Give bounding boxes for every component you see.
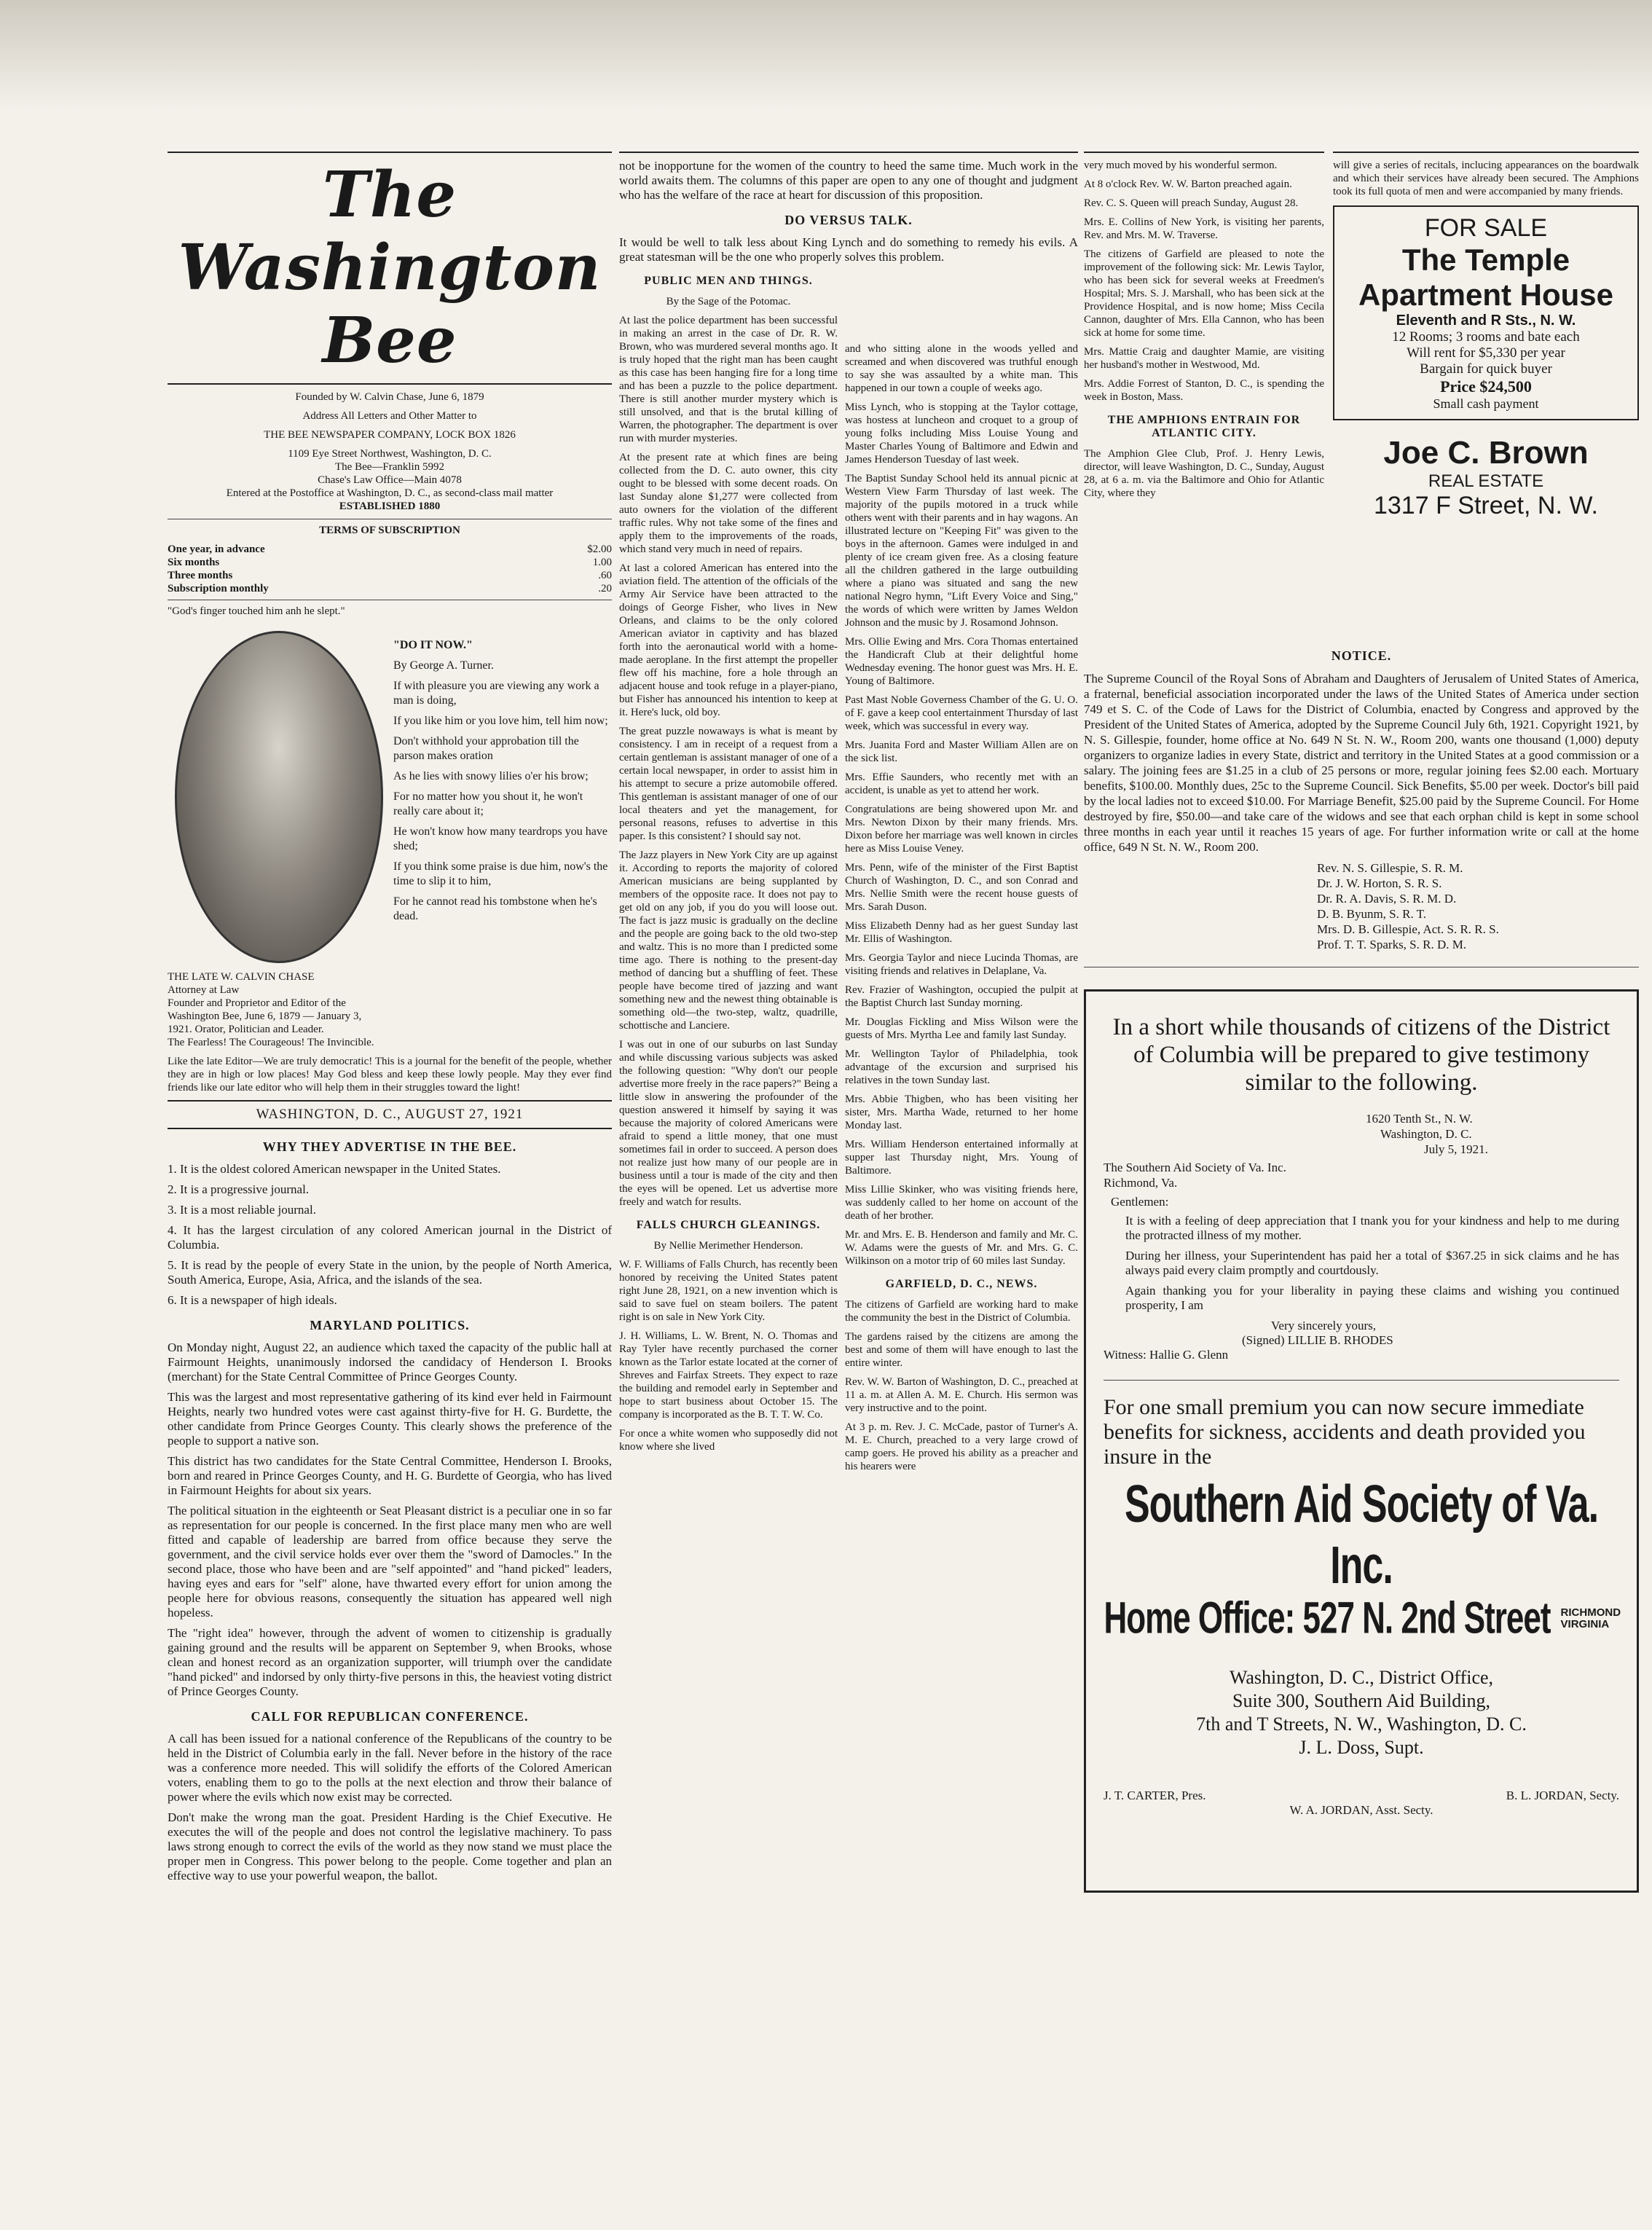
poem-line: He won't know how many teardrops you have shed; <box>393 825 607 852</box>
public-paragraph: At last the police department has been successful in making an arrest in the case of Dr. R. W. Brown, who was murdered several months ago. It is truly hoped that the right man has been caught as this case has been hanging fire for a long time and has been a puzzle to the police department. There is still another murder mystery which is still unsolved, and that is the brutal killing of Warren, the photographer. The department is over run with murder mysteries. <box>619 315 838 444</box>
sale-cash: Small cash payment <box>1433 396 1539 411</box>
entered-line: Entered at the Postoffice at Washington, D. C., as second-class mail matter <box>226 487 554 499</box>
versus-paragraph: It would be well to talk less about King Lynch and do something to remedy his evils. A great statesman will be the one who properly solves this problem. <box>619 235 1078 264</box>
home-office: Home Office: 527 N. 2nd Street <box>1104 1593 1551 1644</box>
garfield-continued: Mrs. E. Collins of New York, is visiting her parents, Rev. and Mrs. M. W. Traverse. <box>1084 216 1324 241</box>
society-paragraph: The Baptist Sunday School held its annual picnic at Western View Farm Thursday of last week. The majority of the pupils motored in a truck while others went with their parents and in hay wagons. An illustrated lecture on "Keeping Fit" was given to the boys in the afternoon. Games were indulged in and plenty of ice cream given free. As a closing feature all the children gathered in the large outbuilding where a piano was situated and sang the new national Negro hymn, "Lift Every Voice and Sing," the words of which were written by James Weldon Johnson and the music by J. Rosamond Johnson. <box>845 473 1078 629</box>
why-item: 3. It is a most reliable journal. <box>168 1203 316 1217</box>
public-paragraph: The Jazz players in New York City are up against it. According to reports the majority of colored American musicians are being supplanted by members of the opposite race. It does not pay to get old on any job, if you do you will loose out. The fact is jazz music is gradually on the decline and the people are going back to the old two-step and waltz. This is no more than I predicted some time ago. There is nothing to the present-day method of dancing but a shuffling of feet. These people have become tired of jazzing and want something new and the newest thing obtainable is something old—the two-step, waltz, quadrille, schottische and Lanciere. <box>619 849 838 1032</box>
falls-byline: By Nellie Merimether Henderson. <box>653 1240 803 1252</box>
falls-paragraph: For once a white women who supposedly did not know where she lived <box>619 1428 838 1453</box>
insurance-ad <box>1084 989 1639 1893</box>
salutation: Gentlemen: <box>1111 1195 1169 1209</box>
call-paragraph: Don't make the wrong man the goat. President Harding is the Chief Executive. He executes the will of the people and does not control the legislative machinery. To pass laws strong enough to correct the evils of the world as they now stand we must place the proper men in Congress. This power belong to the people. Come together and plan an effective way to use your powerful weapon, the ballot. <box>168 1810 612 1882</box>
poem-title: "DO IT NOW." <box>393 639 473 651</box>
sale-rent: Will rent for $5,330 per year <box>1407 345 1565 361</box>
masthead-title: The Washington Bee <box>178 158 602 377</box>
closing: Very sincerely yours, <box>1271 1319 1376 1332</box>
society-paragraph: Congratulations are being showered upon Mr. and Mrs. Newton Dixon by their many friends. Mrs. Dixon before her marriage was well known in circles here as Miss Louise Veney. <box>845 804 1078 855</box>
column-1 <box>168 146 612 1889</box>
company-line: THE BEE NEWSPAPER COMPANY, LOCK BOX 1826 <box>264 429 516 441</box>
district-office: Washington, D. C., District Office, Suite 300, Southern Aid Building, 7th and T Streets, N. W., Washington, D. C. J. L. Doss, Supt. <box>1196 1667 1527 1758</box>
portrait-photo <box>175 631 383 963</box>
poem-line: As he lies with snowy lilies o'er his brow; <box>393 770 589 782</box>
maryland-paragraph: On Monday night, August 22, an audience which taxed the capacity of the public hall at Fairmount Heights, unanimously indorsed the candidacy of Henderson I. Brooks (merchant) for the State Central Committee of Prince Georges County. <box>168 1340 612 1383</box>
public-paragraph: I was out in one of our suburbs on last Sunday and while discussing various subjects was asked the following question: "Why don't our people advertise more freely in the race papers?" Being a little slow in answering the profounder of the question answered it himself by saying it was because the majority of colored Americans were afraid to spend a little money, that one must sometimes fail in order to succeed. A person does not realize just how many of our people are in business until a tour is made of the city and then the eyes will be opened. Let us advertise more freely and watch for results. <box>619 1039 838 1208</box>
agent-role: REAL ESTATE <box>1428 471 1544 491</box>
society-paragraph: and who sitting alone in the woods yelled and screamed and when discovered was truthful enough to say she was assaulted by a white man. This happened in our town a couple of weeks ago. <box>845 343 1078 394</box>
garfield-paragraph: The citizens of Garfield are working hard to make the community the best in the District of Columbia. <box>845 1299 1078 1324</box>
public-byline: By the Sage of the Potomac. <box>666 296 791 307</box>
sale-title: FOR SALE <box>1424 214 1548 242</box>
sale-location: Eleventh and R Sts., N. W. <box>1396 313 1576 329</box>
society-paragraph: Miss Elizabeth Denny had as her guest Sunday last Mr. Ellis of Washington. <box>845 920 1078 945</box>
maryland-paragraph: This district has two candidates for the State Central Committee, Henderson I. Brooks, born and reared in Prince Georges County, and H. G. Burdette of Georgia, who has lived in Fairmount Heights for about six years. <box>168 1454 612 1497</box>
sale-bargain: Bargain for quick buyer <box>1420 361 1552 377</box>
ad-headline: In a short while thousands of citizens of the District of Columbia will be prepared to give testimony similar to the following. <box>1112 1014 1610 1096</box>
home-office-city: RICHMOND VIRGINIA <box>1560 1606 1621 1630</box>
society-paragraph: Mrs. Abbie Thigben, who has been visiting her sister, Mrs. Martha Wade, returned to her home Monday last. <box>845 1094 1078 1131</box>
poem-line: For he cannot read his tombstone when he's dead. <box>393 895 597 922</box>
terms-row: One year, in advance $2.00 <box>168 543 612 555</box>
society-paragraph: Mrs. Ollie Ewing and Mrs. Cora Thomas entertained the Handicraft Club at their delightful home Wednesday evening. The honor guest was Mrs. H. E. Young of Baltimore. <box>845 636 1078 687</box>
society-paragraph: Mrs. Juanita Ford and Master William Allen are on the sick list. <box>845 739 1078 764</box>
column-4-top <box>1333 146 1639 520</box>
society-paragraph: Mr. Douglas Fickling and Miss Wilson were the guests of Mrs. Myrtha Lee and family last Sunday. <box>845 1016 1078 1041</box>
sale-name: The Temple Apartment House <box>1358 243 1614 312</box>
society-paragraph: Mr. Wellington Taylor of Philadelphia, took advantage of the excursion and surprised his relatives in the town Sunday last. <box>845 1048 1078 1086</box>
call-paragraph: A call has been issued for a national conference of the Republicans of the country to be held in the District of Columbia early in the fall. Never before in the history of the race was a conference more needed. This will solidify the efforts of the Colored American voters, enabling them to go to the polls at the next election and throw their balance of power where the evils which now exist may be corrected. <box>168 1732 612 1804</box>
public-column <box>619 275 838 1453</box>
poem-line: For no matter how you shout it, he won't really care about it; <box>393 790 583 817</box>
versus-title: DO VERSUS TALK. <box>784 213 913 227</box>
society-paragraph: Mr. and Mrs. E. B. Henderson and family and Mr. C. W. Adams were the guests of Mr. and Mrs. G. C. Wilkinson on a motor trip of 60 miles last Sunday. <box>845 1229 1078 1267</box>
founded-line: Founded by W. Calvin Chase, June 6, 1879 <box>295 391 484 403</box>
letter-paragraph: It is with a feeling of deep appreciation that I tnank you for your kindness and help to me during the protracted illness of my mother. <box>1125 1214 1619 1242</box>
poem-line: If you like him or you love him, tell him now; <box>393 715 608 727</box>
maryland-paragraph: The "right idea" however, through the advent of women to citizenship is gradually gaining ground and the results will be apparent on September 9, when Brooks, whose clean and honest record as an organization supporter, will triumph over the candidate "hand picked" and indorsed by only thirty-five persons in this, the heaviest voting district of Prince Georges County. <box>168 1626 612 1698</box>
garfield-continued: At 8 o'clock Rev. W. W. Barton preached again. <box>1084 178 1292 190</box>
officers-row: J. T. CARTER, Pres. B. L. JORDAN, Secty. <box>1104 1789 1619 1802</box>
public-paragraph: At the present rate at which fines are being collected from the D. C. auto owner, this city ought to be blessed with some decent roads. On last Sunday alone $1,277 were collected from auto owners for the violation of the different traffic rules. Why not take some of the fines and apply them to the improvements of the roads, which stand very much in need of repairs. <box>619 452 838 555</box>
poem-line: Don't withhold your approbation till the parson makes oration <box>393 735 579 762</box>
society-paragraph: Miss Lynch, who is stopping at the Taylor cottage, was hostess at luncheon and croquet to a group of young folks including Miss Louise Young and Master Charles Young of Baltimore and Edwin and James Henderson Tuesday of last week. <box>845 401 1078 466</box>
garfield-continued: The citizens of Garfield are pleased to note the improvement of the following sick: Mr. Lewis Taylor, who has been sick for several weeks at Freedmen's Hospital; Mrs. S. J. Marshall, who has been sick at the Providence Hospital, and is now home; Miss Cecila Cannon, daughter of Mrs. Ella Cannon, who has been sick at home for some time. <box>1084 248 1324 339</box>
amphions-continued: will give a series of recitals, inclucing appearances on the boardwalk and which their services have already been secured. The Amphions took its full quota of men and were accompanied by many friends. <box>1333 160 1639 197</box>
quote-line: "God's finger touched him anh he slept." <box>168 605 345 617</box>
terms-row: Subscription monthly .20 <box>168 583 612 594</box>
public-paragraph: The great puzzle nowaways is what is meant by consistency. I am in receipt of a request from a certain gentleman is assistant manager of one of a certain local newspaper, in order to assist him in his attempt to secure a prize automobile offered. This gentleman is assistant manager of one of our local theaters and yet the management, for personal reasons, refuses to advertise in this paper. Is this consistent? I should say not. <box>619 726 838 842</box>
garfield-paragraph: The gardens raised by the citizens are among the best and some of them will have enough to last the entire winter. <box>845 1331 1078 1369</box>
column-2b <box>845 342 1078 1479</box>
intro-paragraph: not be inopportune for the women of the country to heed the same time. Much work in the world awaits them. The columns of this paper are open to any one of thought and judgment who has the welfare of the race at heart for discussion of this proposition. <box>619 159 1078 202</box>
maryland-title: MARYLAND POLITICS. <box>310 1318 470 1332</box>
amphions-title: THE AMPHIONS ENTRAIN FOR ATLANTIC CITY. <box>1107 414 1301 439</box>
why-item: 4. It has the largest circulation of any colored American journal in the District of Columbia. <box>168 1223 612 1252</box>
sale-rooms: 12 Rooms; 3 rooms and bate each <box>1392 329 1580 345</box>
agent-address: 1317 F Street, N. W. <box>1373 492 1598 519</box>
dateline: WASHINGTON, D. C., AUGUST 27, 1921 <box>256 1107 524 1122</box>
why-item: 5. It is read by the people of every State in the union, by the people of North America, South America, Europe, Asia, Africa, and the islands of the sea. <box>168 1258 612 1287</box>
society-paragraph: Mrs. Penn, wife of the minister of the First Baptist Church of Washington, D. C., and son Conrad and Mrs. Nellie Smith were the recent house guests of Mrs. Sarah Duson. <box>845 862 1078 913</box>
notice-body: The Supreme Council of the Royal Sons of Abraham and Daughters of Jerusalem of United States of America, a fraternal, beneficial association incorporated under the laws of the United States of America under section 749 et S. C. of the Code of Laws for the District of Columbia, enacted by Congress and approved by the President of the United States of America, adopted by the Supreme Council July 6th, 1921. Copyright 1921, by N. S. Gillespie, founder, home office at No. 649 N St. N. W., Room 200, wants one thousand (1,000) deputy organizers to organize ladies in every State, district and territory in the United States at a good commission or a salary. The joining fees are $1.25 in a club of 25 persons or more, regular joining fees $2.00 each. Mortuary benefits, $100.00. Monthly dues, 25c to the Supreme Council. Sick Benefits, $5.00 per week. Doctor's bill paid by the local ladies not to exceed $10.00. For Marriage Benefit, $25.00 paid by the Supreme Council. For Home destroyed by fire, $50.00—and take care of the widows and see that each orphan child is kept in some school three months in each year until it reaches 15 years of age. For further information write or call at the home office, 649 N St. N. W., Room 200. <box>1084 672 1639 854</box>
letter-address: 1620 Tenth St., N. W. Washington, D. C. July 5, 1921. <box>1366 1112 1488 1156</box>
society-paragraph: Mrs. Georgia Taylor and niece Lucinda Thomas, are visiting friends and relatives in Delaplane, Va. <box>845 952 1078 977</box>
terms-row: Six months 1.00 <box>168 557 612 568</box>
why-item: 1. It is the oldest colored American newspaper in the United States. <box>168 1162 501 1176</box>
garfield-continued: Mrs. Mattie Craig and daughter Mamie, are visiting her husband's mother in Westwood, Md. <box>1084 346 1324 371</box>
asst-secty: W. A. JORDAN, Asst. Secty. <box>1289 1803 1433 1817</box>
garfield-continued: Rev. C. S. Queen will preach Sunday, August 28. <box>1084 197 1299 209</box>
portrait-caption: THE LATE W. CALVIN CHASE Attorney at Law Founder and Proprietor and Editor of the Washington Bee, June 6, 1879 — January 3, 1921. Orator, Politician and Leader. The Fearless! The Courageous! The Invincible. Like the late Editor—We are truly democratic! This is a journal for the benefit of the people, whether they are in high or low places! May God bless and keep these lowly people. May they ever find friends like our late editor who will help them in their struggles toward the light! <box>168 971 612 1094</box>
home-office-row <box>1104 1593 1621 1644</box>
society-name: Southern Aid Society of Va. Inc. <box>1124 1475 1599 1595</box>
call-title: CALL FOR REPUBLICAN CONFERENCE. <box>251 1709 529 1724</box>
falls-title: FALLS CHURCH GLEANINGS. <box>636 1219 821 1231</box>
agent-name: Joe C. Brown <box>1383 435 1589 471</box>
terms-list <box>168 543 612 595</box>
poem-line: If with pleasure you are viewing any work a man is doing, <box>393 680 599 707</box>
notice-title: NOTICE. <box>1331 648 1392 663</box>
phone-line: The Bee—Franklin 5992 <box>335 461 444 473</box>
society-paragraph: Rev. Frazier of Washington, occupied the pulpit at the Baptist Church last Sunday morning. <box>845 984 1078 1009</box>
garfield-title: GARFIELD, D. C., NEWS. <box>885 1278 1038 1290</box>
public-title: PUBLIC MEN AND THINGS. <box>644 275 813 287</box>
letter-paragraph: Again thanking you for your liberality in paying these claims and wishing you continued prosperity, I am <box>1125 1284 1619 1312</box>
garfield-continued: Mrs. Addie Forrest of Stanton, D. C., is spending the week in Boston, Mass. <box>1084 378 1324 403</box>
terms-row: Three months .60 <box>168 570 612 581</box>
notice-and-ad <box>1084 648 1639 1893</box>
amphions-paragraph: The Amphion Glee Club, Prof. J. Henry Lewis, director, will leave Washington, D. C., Sunday, August 28, at 6 a. m. via the Baltimore and Ohio for Atlantic City, where they <box>1084 448 1324 499</box>
witness: Witness: Hallie G. Glenn <box>1104 1348 1229 1362</box>
established-line: ESTABLISHED 1880 <box>339 500 441 512</box>
why-item: 6. It is a newspaper of high ideals. <box>168 1293 337 1307</box>
signature: (Signed) LILLIE B. RHODES <box>1242 1333 1393 1347</box>
public-paragraph: At last a colored American has entered into the aviation field. The attention of the officials of the Army Air Service have been attracted to the doings of George Fisher, who lives in New Orleans, and claims to be the only colored American aviator in captivity and has blazed forth into the aeronautical world with a home-made aeroplane. In the first attempt the propeller flew off his machine, fore a hole through an adjacent house and took refuge in a player-piano, but Fisher has announced his intention to keep at it. Here's luck, old boy. <box>619 562 838 718</box>
street-line: 1109 Eye Street Northwest, Washington, D. C. <box>288 448 492 460</box>
terms-title: TERMS OF SUBSCRIPTION <box>319 525 460 536</box>
recipient: The Southern Aid Society of Va. Inc. Richmond, Va. <box>1104 1161 1286 1190</box>
sale-price: Price $24,500 <box>1440 377 1532 396</box>
why-title: WHY THEY ADVERTISE IN THE BEE. <box>262 1139 517 1154</box>
address-line: Address All Letters and Other Matter to <box>302 410 477 422</box>
premium-text: For one small premium you can now secure immediate benefits for sickness, accidents and death provided you insure in the <box>1104 1395 1586 1469</box>
society-paragraph: Miss Lillie Skinker, who was visiting friends here, was suddenly called to her home on account of the death of her brother. <box>845 1184 1078 1222</box>
society-paragraph: Past Mast Noble Governess Chamber of the G. U. O. of F. gave a keep cool entertainment Thursday of last week, which was successful in every way. <box>845 694 1078 732</box>
falls-paragraph: W. F. Williams of Falls Church, has recently been honored by receiving the United States patent right June 28, 1921, on a new invention which is said to save fuel on steam boilers. The patent right is on sale in New York City. <box>619 1259 838 1323</box>
for-sale-ad <box>1333 205 1639 420</box>
maryland-paragraph: This was the largest and most representative gathering of its kind ever held in Fairmount Heights, nearly two hundred votes were cast against thirty-five for H. G. Burdette, the other candidate from Prince Georges County. This clearly shows the preference of the people to support a native son. <box>168 1390 612 1448</box>
garfield-continued: very much moved by his wonderful sermon. <box>1084 160 1278 171</box>
garfield-paragraph: Rev. W. W. Barton of Washington, D. C., preached at 11 a. m. at Allen A. M. E. Church. His sermon was very instructive and to the point. <box>845 1376 1078 1414</box>
maryland-paragraph: The political situation in the eighteenth or Seat Pleasant district is a peculiar one in so far as representation for our people is concerned. In the first place many men who are well fitted and capable of leadership are barred from office because they serve the government, and the civil service holds ever over them the "sword of Damocles." In the second place, those who have been and are "self appointed" and "hand picked" leaders, having eyes and ears for "self" alone, have thwarted every effort for union among the people here for obvious reasons, consequently the situation has appeared well nigh hopeless. <box>168 1504 612 1620</box>
poem-author: By George A. Turner. <box>393 659 494 672</box>
poem-line: If you think some praise is due him, now's the time to slip it to him, <box>393 860 608 887</box>
garfield-paragraph: At 3 p. m. Rev. J. C. McCade, pastor of Turner's A. M. E. Church, preached to a very large crowd of camp goers. He proved his ability as a preacher and his hearers were <box>845 1421 1078 1472</box>
poem <box>393 638 612 924</box>
letter-paragraph: During her illness, your Superintendent has paid her a total of $367.25 in sick claims and he has always paid every claim promptly and courtdously. <box>1125 1249 1619 1277</box>
society-paragraph: Mrs. Effie Saunders, who recently met with an accident, is unable as yet to attend her work. <box>845 772 1078 796</box>
law-office-line: Chase's Law Office—Main 4078 <box>318 474 462 486</box>
scan-edge <box>0 0 1652 109</box>
why-item: 2. It is a progressive journal. <box>168 1182 310 1196</box>
notice-signers: Rev. N. S. Gillespie, S. R. M. Dr. J. W. Horton, S. R. S. Dr. R. A. Davis, S. R. M. D. D. B. Byunm, S. R. T. Mrs. D. B. Gillespie, Act. S. R. R. S. Prof. T. T. Sparks, S. R. D. M. <box>1317 861 1499 951</box>
falls-paragraph: J. H. Williams, L. W. Brent, N. O. Thomas and Ray Tyler have recently purchased the corner known as the Tarlor estate located at the corner of Shreves and Fairfax Streets. They expect to raze the building and remodel early in September and hope to start business about October 15. The company is incorporated as the B. T. T. W. Co. <box>619 1330 838 1421</box>
portrait-and-poem <box>168 624 612 963</box>
society-paragraph: Mrs. William Henderson entertained informally at supper last Thursday night, Mrs. Young of Baltimore. <box>845 1139 1078 1177</box>
column-3-top <box>1084 146 1324 506</box>
